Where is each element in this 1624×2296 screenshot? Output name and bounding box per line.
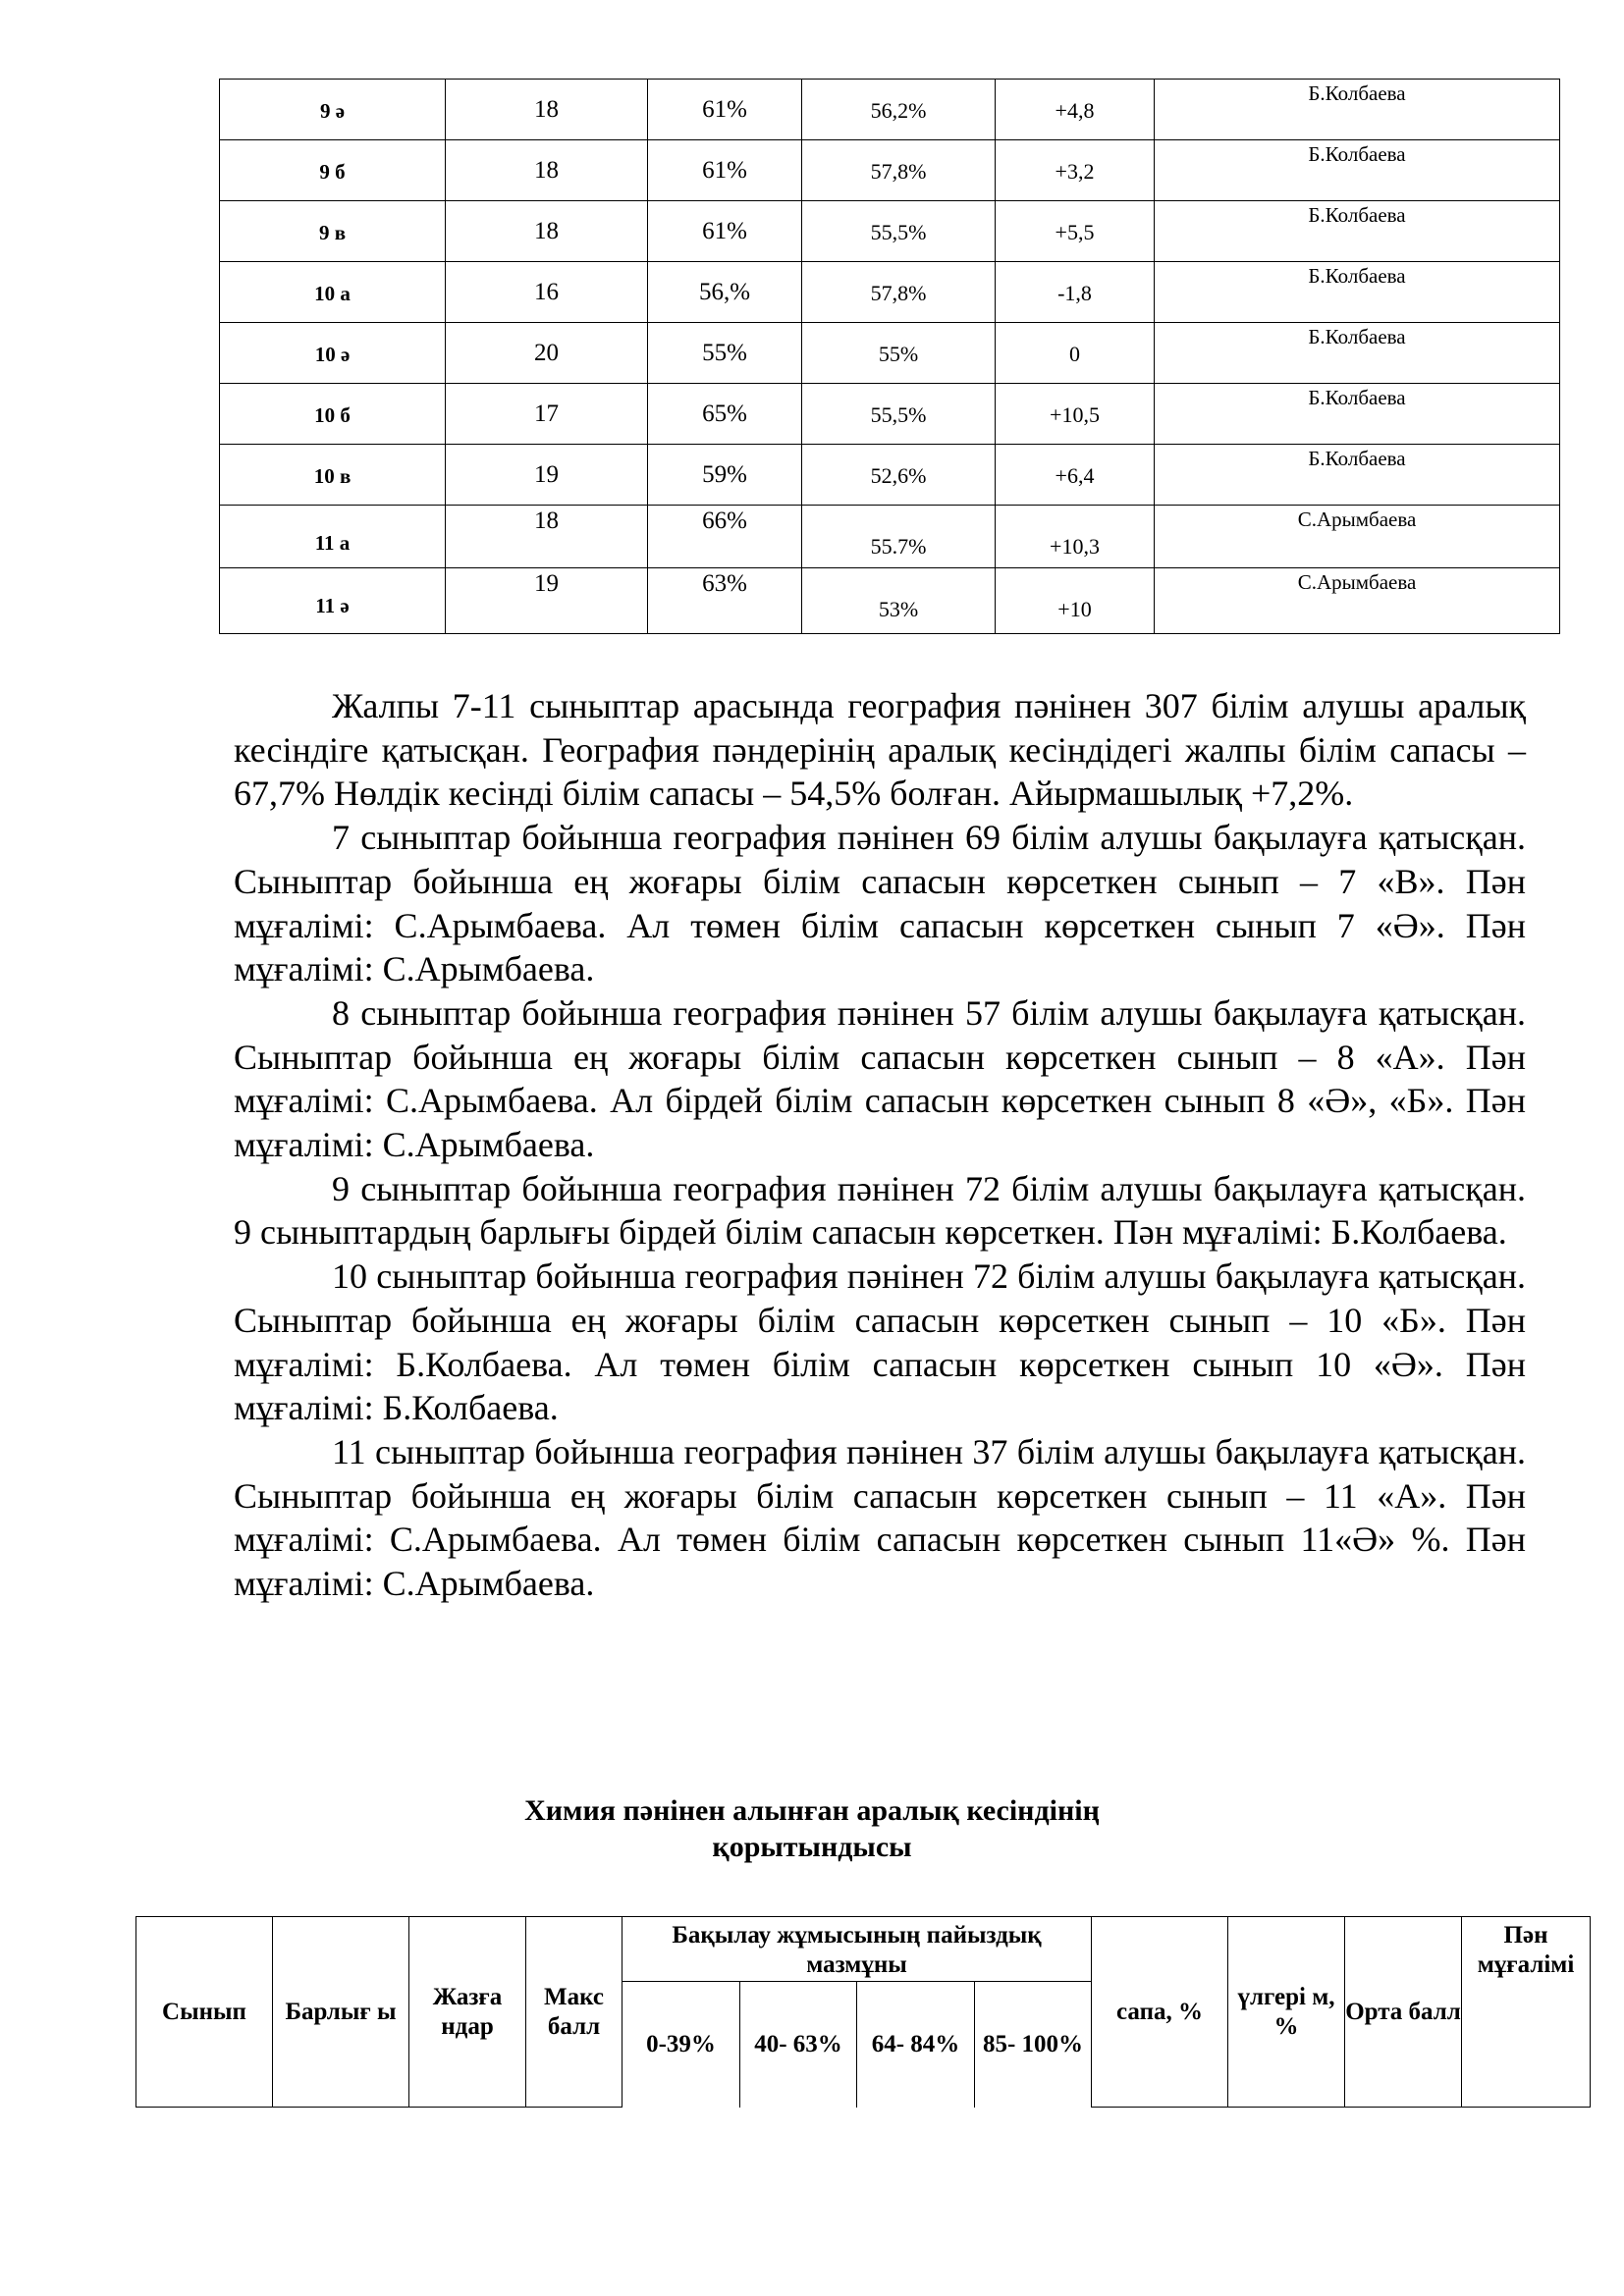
report-paragraph-summary: Жалпы 7-11 сыныптар арасында география пәнінен 307 білім алушы аралық кесіндіге қатысқан. География пәндерінің аралық кесіндідегі жалпы білім сапасы – 67,7% Нөлдік кесінді білім сапасы – 54,5% болған. Айырмашылық +7,2%. [234,686,1526,814]
zero-quality-cell [802,140,996,201]
quality-cell-text: 61% [702,218,747,244]
chemistry-results-table [135,1916,1591,2108]
table-row [220,140,1560,201]
table-row [220,262,1560,323]
count-cell-text: 17 [534,400,559,427]
quality-cell [648,568,802,634]
count-cell [446,201,648,262]
col-header-total: Барлығ ы [273,1917,409,2108]
difference-cell [996,140,1155,201]
col-header-quality: сапа, % [1092,1917,1228,2108]
geography-results-table [219,79,1560,634]
teacher-cell [1155,80,1560,140]
col-header-max-score: Макс балл [526,1917,623,2108]
quality-cell [648,323,802,384]
quality-cell [648,201,802,262]
count-cell-text: 18 [534,96,559,123]
zero-quality-cell [802,384,996,445]
quality-cell-text: 63% [702,570,747,597]
teacher-cell [1155,140,1560,201]
teacher-cell-text: С.Арымбаева [1297,570,1417,594]
difference-cell [996,201,1155,262]
table-row [220,80,1560,140]
zero-quality-cell [802,506,996,568]
class-cell-text: 10 а [314,282,351,305]
report-paragraph-grade-8: 8 сыныптар бойынша география пәнінен 57 білім алушы бақылауға қатысқан. Сыныптар бойынша ең жоғары білім сапасын көрсеткен сынып – 8 «А». Пән мұғалімі: С.Арымбаева. Ал бірдей білім сапасын көрсеткен сынып 8 «Ә», «Б». Пән мұғалімі: С.Арымбаева. [234,992,1526,1165]
teacher-cell [1155,506,1560,568]
difference-cell [996,506,1155,568]
col-header-range-64-84: 64- 84% [857,1982,975,2108]
class-cell-text: 11 а [314,531,351,555]
chemistry-section-title [0,1792,1624,1865]
quality-cell-text: 55% [702,340,747,366]
count-cell [446,445,648,506]
zero-quality-cell [802,445,996,506]
teacher-cell-text: Б.Колбаева [1308,447,1406,470]
col-header-range-40-63: 40- 63% [740,1982,857,2108]
report-paragraph-grade-9: 9 сыныптар бойынша география пәнінен 72 білім алушы бақылауға қатысқан. 9 сыныптардың барлығы бірдей білім сапасын көрсеткен. Пән мұғалімі: Б.Колбаева. [234,1168,1526,1253]
class-cell [220,140,446,201]
zero-quality-cell [802,80,996,140]
chemistry-title-line-2: қорытындысы [712,1831,912,1863]
col-header-class: Сынып [136,1917,273,2108]
teacher-cell-text: Б.Колбаева [1308,325,1406,348]
quality-cell-text: 65% [702,400,747,427]
teacher-cell [1155,262,1560,323]
teacher-cell-text: Б.Колбаева [1308,203,1406,227]
quality-cell-text: 56,% [698,279,751,305]
count-cell-text: 20 [534,340,559,366]
table-row [220,323,1560,384]
col-header-percent-group: Бақылау жұмысының пайыздық мазмұны [623,1917,1092,1982]
difference-cell-text: +4,8 [1055,98,1095,123]
count-cell-text: 19 [534,461,559,488]
zero-quality-cell-text: 55.7% [870,534,927,559]
table-row [220,506,1560,568]
count-cell-text: 19 [534,570,559,597]
chemistry-title-line-1: Химия пәнінен алынған аралық кесіндінің [524,1794,1100,1827]
difference-cell-text: +10 [1057,597,1092,621]
teacher-cell [1155,568,1560,634]
quality-cell-text: 61% [702,96,747,123]
quality-cell [648,506,802,568]
class-cell [220,262,446,323]
difference-cell-text: +3,2 [1055,159,1095,184]
teacher-cell-text: Б.Колбаева [1308,264,1406,288]
class-cell [220,201,446,262]
difference-cell-text: +5,5 [1055,220,1095,244]
zero-quality-cell-text: 55,5% [870,220,927,244]
count-cell [446,506,648,568]
class-cell [220,80,446,140]
teacher-cell [1155,384,1560,445]
class-cell-text: 10 ә [314,343,351,366]
zero-quality-cell-text: 52,6% [870,463,927,488]
report-paragraph-grade-11: 11 сыныптар бойынша география пәнінен 37 білім алушы бақылауға қатысқан. Сыныптар бойынша ең жоғары білім сапасын көрсеткен сынып – 11 «А». Пән мұғалімі: С.Арымбаева. Ал төмен білім сапасын көрсеткен сынып 11«Ә» %. Пән мұғалімі: С.Арымбаева. [234,1431,1526,1604]
col-header-average: Орта балл [1345,1917,1462,2108]
quality-cell [648,445,802,506]
teacher-cell-text: Б.Колбаева [1308,142,1406,166]
count-cell [446,568,648,634]
quality-cell [648,80,802,140]
zero-quality-cell-text: 56,2% [870,98,927,123]
class-cell-text: 9 ә [319,99,346,123]
table-row [220,445,1560,506]
class-cell [220,323,446,384]
count-cell-text: 18 [534,218,559,244]
count-cell-text: 18 [534,507,559,534]
difference-cell-text: +10,5 [1050,402,1100,427]
count-cell [446,384,648,445]
class-cell [220,568,446,634]
table-row [220,568,1560,634]
progress-label: үлгері м, [1237,1983,1335,2010]
count-cell [446,323,648,384]
zero-quality-cell [802,323,996,384]
geography-table-body [220,80,1560,634]
report-paragraph-grade-10: 10 сыныптар бойынша география пәнінен 72 білім алушы бақылауға қатысқан. Сыныптар бойынша ең жоғары білім сапасын көрсеткен сынып – 10 «Б». Пән мұғалімі: Б.Колбаева. Ал төмен білім сапасын көрсеткен сынып 10 «Ә». Пән мұғалімі: Б.Колбаева. [234,1256,1526,1428]
col-header-progress [1228,1917,1345,2108]
quality-cell [648,384,802,445]
zero-quality-cell [802,201,996,262]
col-header-wrote: Жазға ндар [409,1917,526,2108]
teacher-cell-text: С.Арымбаева [1297,507,1417,531]
zero-quality-cell-text: 53% [878,597,919,621]
count-cell-text: 18 [534,157,559,184]
difference-cell-text: -1,8 [1057,281,1092,305]
teacher-cell-text: Б.Колбаева [1308,81,1406,105]
count-cell-text: 16 [534,279,559,305]
table-row [220,384,1560,445]
report-paragraph-grade-7: 7 сыныптар бойынша география пәнінен 69 білім алушы бақылауға қатысқан. Сыныптар бойынша ең жоғары білім сапасын көрсеткен сынып – 7 «В». Пән мұғалімі: С.Арымбаева. Ал төмен білім сапасын көрсеткен сынып 7 «Ә». Пән мұғалімі: С.Арымбаева. [234,818,1526,989]
difference-cell-text: 0 [1069,342,1080,366]
col-header-range-0-39: 0-39% [623,1982,740,2108]
zero-quality-cell-text: 57,8% [870,281,927,305]
quality-cell-text: 59% [702,461,747,488]
quality-cell [648,262,802,323]
class-cell [220,445,446,506]
teacher-cell [1155,445,1560,506]
class-cell [220,506,446,568]
progress-percent-label: % [1273,2012,1299,2040]
quality-cell [648,140,802,201]
report-text [234,684,1526,1606]
col-header-range-85-100: 85- 100% [975,1982,1092,2108]
count-cell [446,140,648,201]
difference-cell [996,568,1155,634]
class-cell-text: 10 в [313,464,352,488]
quality-cell-text: 61% [702,157,747,184]
teacher-cell-text: Б.Колбаева [1308,386,1406,409]
class-cell-text: 9 в [318,221,347,244]
zero-quality-cell [802,262,996,323]
difference-cell-text: +10,3 [1050,534,1100,559]
zero-quality-cell-text: 55% [878,342,919,366]
zero-quality-cell-text: 57,8% [870,159,927,184]
difference-cell [996,262,1155,323]
count-cell [446,80,648,140]
class-cell-text: 9 б [319,160,346,184]
teacher-cell [1155,323,1560,384]
table-row [220,201,1560,262]
quality-cell-text: 66% [702,507,747,534]
difference-cell [996,80,1155,140]
class-cell-text: 11 ә [315,594,350,617]
difference-cell [996,445,1155,506]
class-cell-text: 10 б [314,403,351,427]
difference-cell [996,323,1155,384]
col-header-teacher: Пән мұғалімі [1462,1917,1591,2108]
class-cell [220,384,446,445]
zero-quality-cell [802,568,996,634]
zero-quality-cell-text: 55,5% [870,402,927,427]
difference-cell [996,384,1155,445]
difference-cell-text: +6,4 [1055,463,1095,488]
teacher-cell [1155,201,1560,262]
count-cell [446,262,648,323]
